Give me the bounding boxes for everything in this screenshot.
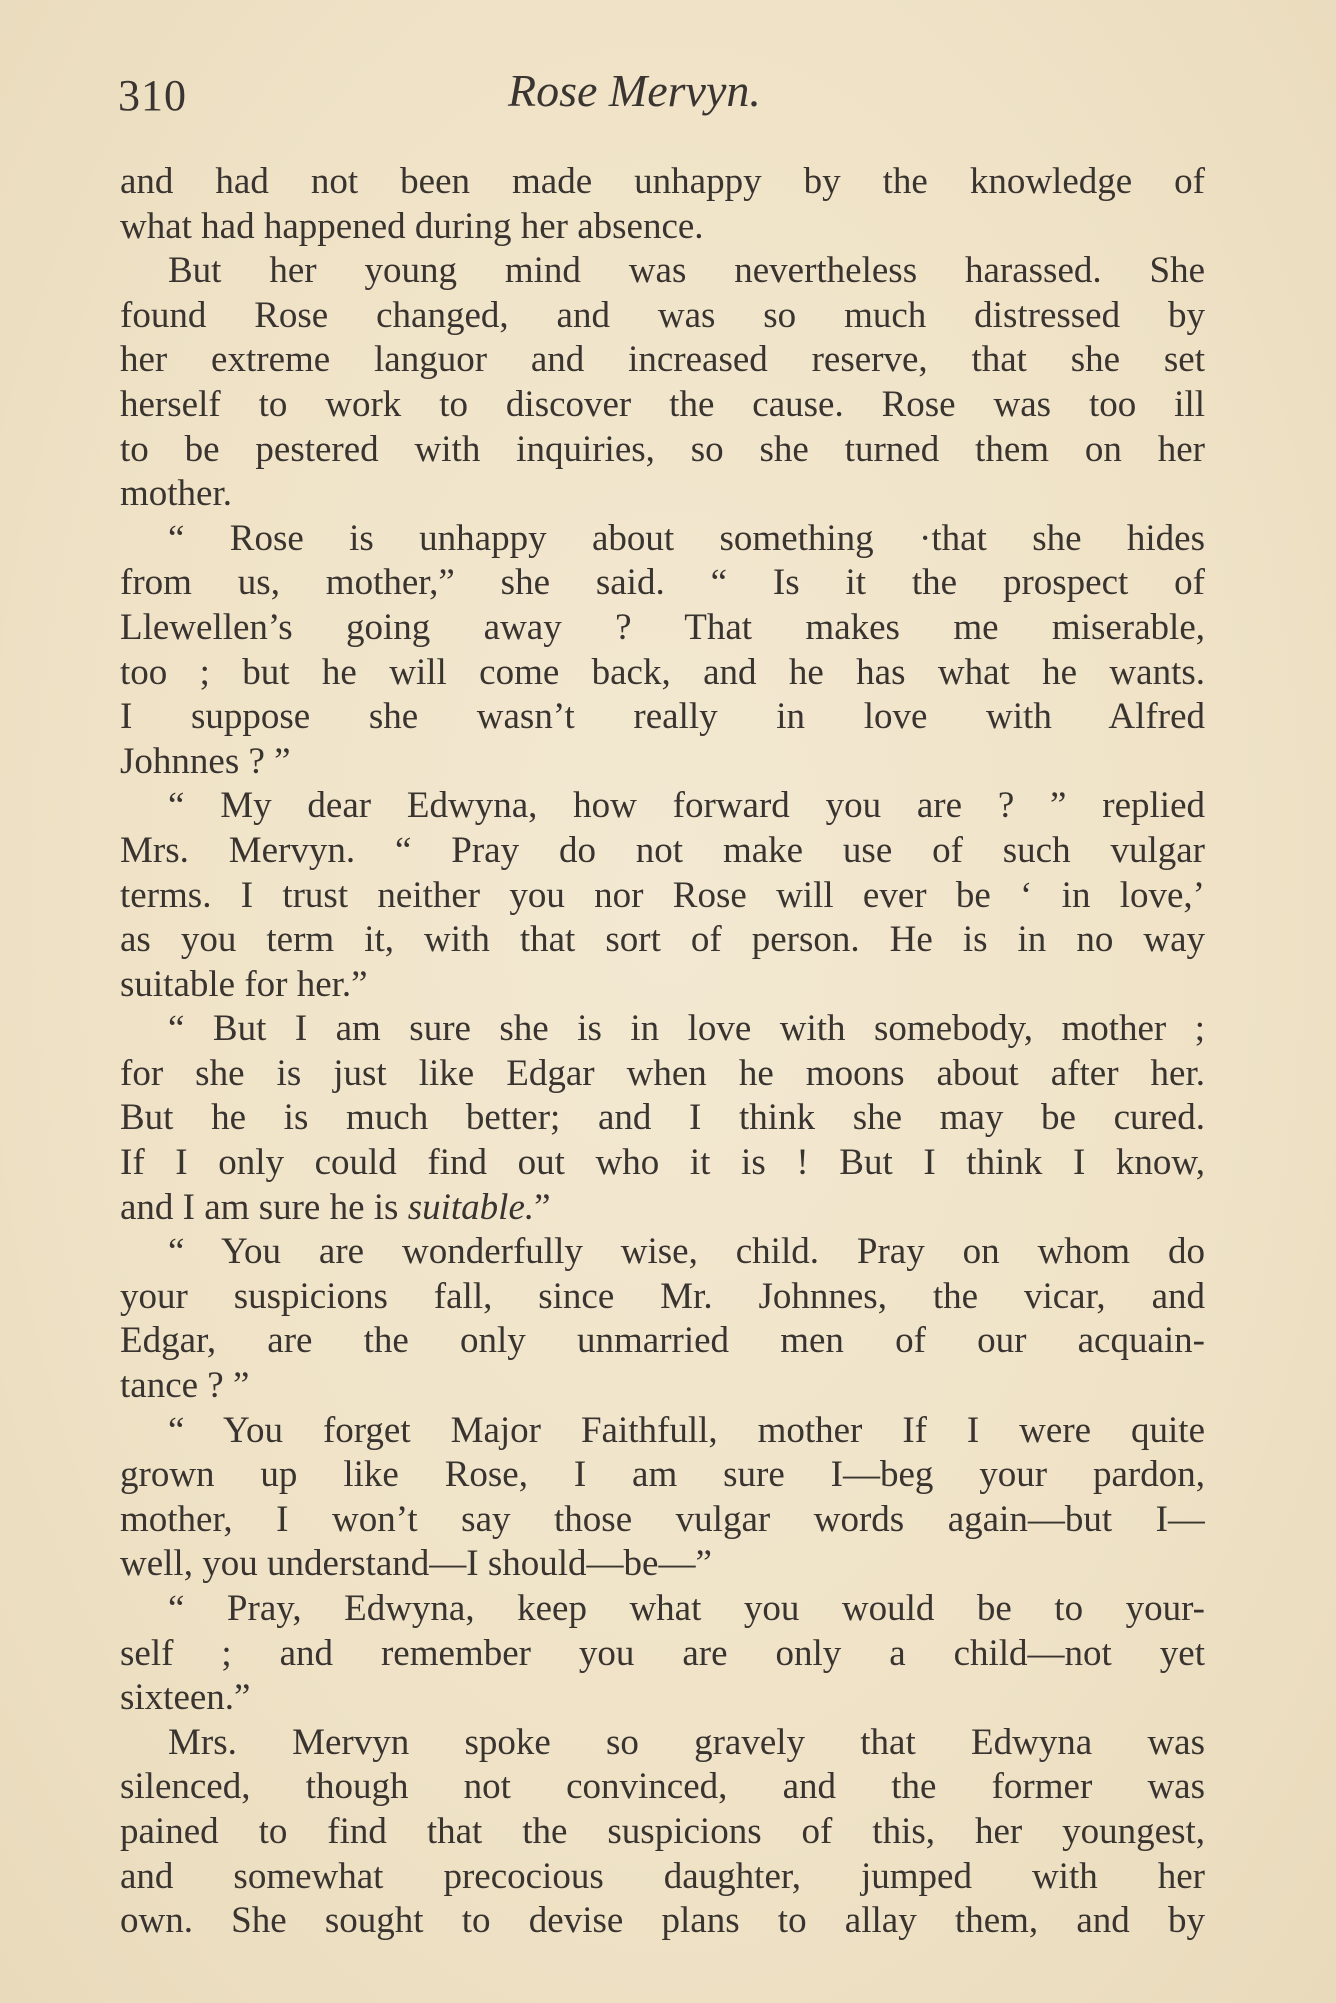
text-line [120,963,1205,1008]
text-line-content: I suppose she wasn’t really in love with Alfred [120,696,1205,738]
text-line [120,294,1205,339]
text-line [120,1141,1205,1186]
text-line-content: and I am sure he is [120,1186,408,1228]
text-line [120,472,1205,517]
text-line-content: and somewhat precocious daughter, jumped with her [120,1855,1205,1897]
text-line [120,1721,1205,1766]
text-line-content: herself to work to discover the cause. Rose was too ill [120,383,1205,425]
text-line [120,1096,1205,1141]
text-line-content: But her young mind was nevertheless harassed. She [168,250,1205,292]
text-line-tail: ” [534,1186,551,1228]
text-line-content: for she is just like Edgar when he moons about after her. [120,1052,1205,1094]
text-line-content: suitable for her.” [120,963,368,1005]
text-line [120,1542,1205,1587]
text-line-content: Mrs. Mervyn. “ Pray do not make use of such vulgar [120,829,1205,871]
text-line [120,1319,1205,1364]
text-line-content: too ; but he will come back, and he has what he wants. [120,651,1205,693]
text-line-content: “ My dear Edwyna, how forward you are ? ” replied [168,785,1205,827]
text-line [120,918,1205,963]
text-line-content: silenced, though not convinced, and the former was [120,1766,1205,1808]
text-line [120,1453,1205,1498]
page-number: 310 [118,71,187,120]
text-line [120,1186,1205,1231]
text-line [120,1007,1205,1052]
text-line [120,561,1205,606]
page-header [118,60,1203,120]
text-line-content: found Rose changed, and was so much distressed by [120,294,1205,336]
text-line-content: “ Pray, Edwyna, keep what you would be to your- [168,1588,1205,1629]
text-line [120,383,1205,428]
text-line [120,740,1205,785]
text-line [120,695,1205,740]
text-line-content: from us, mother,” she said. “ Is it the prospect of [120,562,1205,604]
text-line-content: If I only could find out who it is ! But I think I know, [120,1142,1205,1184]
text-line-content: Edgar, are the only unmarried men of our acquain- [120,1320,1205,1362]
text-line [120,1498,1205,1543]
text-line [120,651,1205,696]
text-line-content: “ You forget Major Faithfull, mother If I were quite [168,1409,1205,1451]
text-line [120,428,1205,473]
text-line [120,1364,1205,1409]
text-line [120,249,1205,294]
text-line [120,1855,1205,1900]
text-line-content: and had not been made unhappy by the knowledge of [120,161,1205,202]
text-line [120,160,1205,205]
text-line-content: tance ? ” [120,1365,250,1407]
text-line-content: your suspicions fall, since Mr. Johnnes, the vicar, and [120,1275,1205,1317]
text-line-content: mother. [120,473,233,515]
text-line [120,606,1205,651]
text-line-content: what had happened during her absence. [120,205,704,247]
text-line [120,1810,1205,1855]
text-line [120,205,1205,250]
text-line-content: Llewellen’s going away ? That makes me miserable, [120,606,1205,648]
text-line [120,829,1205,874]
text-line [120,1275,1205,1320]
text-line-content: “ Rose is unhappy about something ·that she hides [168,517,1205,559]
text-line-italic: suitable. [407,1186,535,1228]
text-line [120,338,1205,383]
text-line [120,1899,1205,1944]
text-line-content: as you term it, with that sort of person. He is in no way [120,919,1205,961]
text-line [120,874,1205,919]
text-line-content: Mrs. Mervyn spoke so gravely that Edwyna was [168,1721,1205,1763]
text-line [120,517,1205,562]
text-line [120,1632,1205,1677]
text-line-content: “ But I am sure she is in love with somebody, mother ; [168,1008,1205,1050]
text-line [120,1409,1205,1454]
text-line-content: sixteen.” [120,1677,251,1719]
text-line-content: own. She sought to devise plans to allay them, and by [120,1900,1205,1942]
text-line [120,1765,1205,1810]
text-line-content: pained to find that the suspicions of this, her youngest, [120,1810,1205,1852]
text-line-content: Johnnes ? ” [120,740,291,782]
text-line-content: her extreme languor and increased reserve, that she set [120,339,1205,381]
text-line-content: grown up like Rose, I am sure I—beg your pardon, [120,1454,1205,1496]
text-line-content: “ You are wonderfully wise, child. Pray on whom do [168,1231,1205,1273]
text-line [120,784,1205,829]
text-line [120,1230,1205,1275]
text-line [120,1052,1205,1097]
text-line [120,1676,1205,1721]
text-line-content: well, you understand—I should—be—” [120,1543,712,1585]
text-line [120,1587,1205,1632]
text-line-content: mother, I won’t say those vulgar words again—but I— [120,1498,1205,1540]
text-line-content: terms. I trust neither you nor Rose will ever be ‘ in love,’ [120,874,1205,916]
running-title: Rose Mervyn. [508,65,761,116]
text-line-content: But he is much better; and I think she may be cured. [120,1097,1205,1139]
body-text [120,160,1205,1944]
text-line-content: to be pestered with inquiries, so she turned them on her [120,428,1205,470]
text-line-content: self ; and remember you are only a child—not yet [120,1632,1205,1674]
